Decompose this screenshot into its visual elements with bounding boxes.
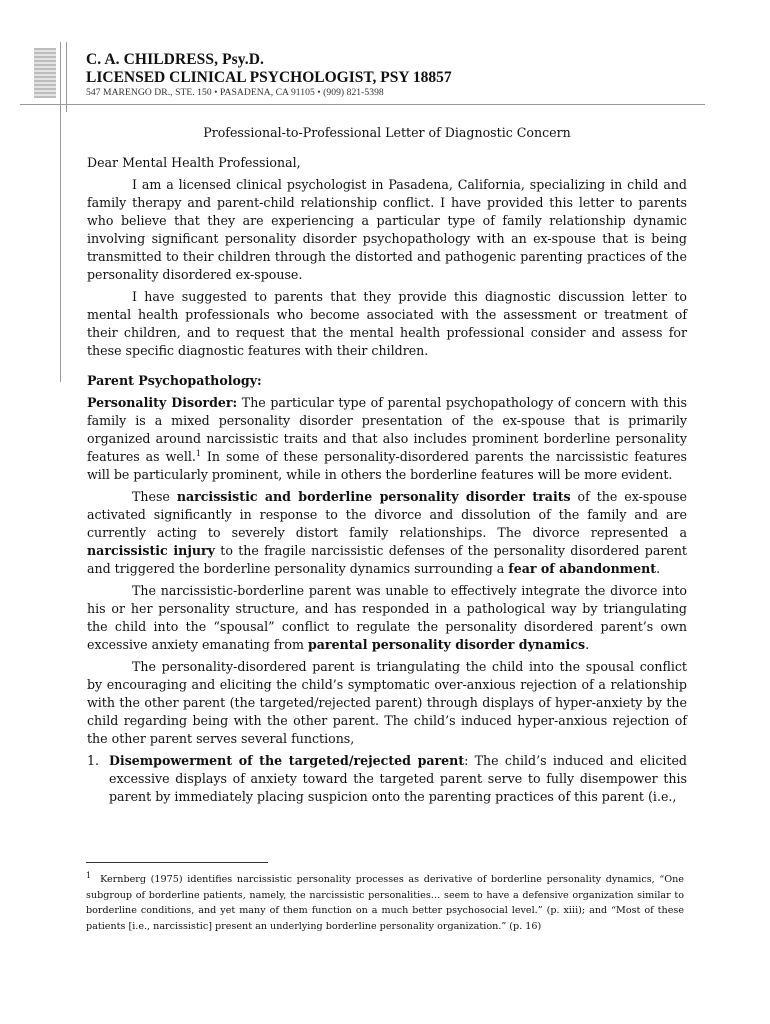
personality-disorder-label: Personality Disorder: bbox=[87, 395, 238, 410]
letterhead-vertical-rule bbox=[60, 42, 61, 382]
intro-paragraph-2: I have suggested to parents that they provide this diagnostic discussion letter to mental health professionals who become associated with the assessment or treatment of their children, and to request that the mental health professional consider and assess for these specific diagnostic features with their children. bbox=[87, 289, 687, 358]
salutation: Dear Mental Health Professional, bbox=[87, 155, 301, 170]
letterhead-vertical-rule-short bbox=[66, 42, 67, 112]
list-item-number: 1. bbox=[87, 753, 100, 768]
letterhead-title: LICENSED CLINICAL PSYCHOLOGIST, PSY 18857 bbox=[86, 69, 452, 86]
traits-paragraph bbox=[87, 488, 687, 578]
letterhead-name: C. A. CHILDRESS, Psy.D. bbox=[86, 51, 265, 68]
personality-text-b: In some of these personality-disordered parents the narcissistic features will be particularly prominent, while in others the borderline features will be more evident. bbox=[87, 449, 687, 482]
list-item-label: Disempowerment of the targeted/rejected parent bbox=[109, 753, 465, 768]
traits-text-3: to the fragile narcissistic defenses of the personality disordered parent and triggered the borderline personality dynamics surrounding a bbox=[87, 543, 687, 576]
traits-text-4: . bbox=[656, 561, 661, 576]
letterhead-horizontal-rule bbox=[20, 104, 705, 105]
section-heading: Parent Psychopathology: bbox=[87, 373, 262, 388]
traits-text-2: of the ex-spouse activated significantly in response to the divorce and dissolution of the family and are currently acting to severely distort family relationships. The divorce represented a bbox=[87, 489, 687, 540]
integrate-bold-1: parental personality disorder dynamics bbox=[307, 637, 586, 652]
footnote-rule bbox=[86, 862, 268, 863]
list-item-text: : The child’s induced and elicited excessive displays of anxiety toward the targeted parent serve to fully disempower this parent by immediately placing suspicion onto the parenting practices of this parent (i.e., bbox=[109, 753, 687, 804]
integrate-paragraph bbox=[87, 582, 687, 654]
footnote-reference[interactable]: 1 bbox=[195, 448, 201, 458]
traits-bold-2: narcissistic injury bbox=[87, 543, 215, 558]
personality-text-a: The particular type of parental psychopathology of concern with this family is a mixed personality disorder presentation of the ex-spouse that is primarily organized around narcissistic traits and that also includes prominent borderline personality features as well. bbox=[87, 395, 687, 464]
integrate-text-1: The narcissistic-borderline parent was unable to effectively integrate the divorce into his or her personality structure, and has responded in a pathological way by triangulating the child into the “spousal” conflict to regulate the personality disordered parent’s own excessive anxiety emanating from bbox=[87, 583, 687, 652]
letterhead-logo bbox=[34, 48, 56, 98]
letter-body bbox=[87, 124, 687, 806]
personality-disorder-paragraph bbox=[87, 394, 687, 484]
integrate-text-2: . bbox=[585, 637, 590, 652]
footnote bbox=[86, 872, 684, 934]
triangulating-paragraph: The personality-disordered parent is triangulating the child into the spousal conflict by encouraging and eliciting the child’s symptomatic over-anxious rejection of a relationship with the other parent (the targeted/rejected parent) through displays of hyper-anxiety by the child regarding being with the other parent. The child’s induced hyper-anxious rejection of the other parent serves several functions, bbox=[87, 659, 687, 746]
list-item bbox=[87, 752, 687, 806]
footnote-number: 1 bbox=[86, 870, 92, 880]
footnote-text: Kernberg (1975) identifies narcissistic personality processes as derivative of borderline personality dynamics, “One subgroup of borderline patients, namely, the narcissistic personalities… seem to have a defensive organization similar to borderline conditions, and yet many of them function on a much better psychosocial level.” (p. xiii); and “Most of these patients [i.e., narcissistic] present an underlying borderline personality organization.” (p. 16) bbox=[86, 874, 684, 932]
traits-bold-1: narcissistic and borderline personality disorder traits bbox=[176, 489, 571, 504]
traits-text-1: These bbox=[132, 489, 177, 504]
letterhead-address: 547 MARENGO DR., STE. 150 • PASADENA, CA 91105 • (909) 821-5398 bbox=[86, 87, 384, 98]
document-title: Professional-to-Professional Letter of Diagnostic Concern bbox=[203, 125, 571, 140]
intro-paragraph-1: I am a licensed clinical psychologist in Pasadena, California, specializing in child and family therapy and parent-child relationship conflict. I have provided this letter to parents who believe that they are experiencing a particular type of family relationship dynamic involving significant personality disorder psychopathology with an ex-spouse that is being transmitted to their children through the distorted and pathogenic parenting practices of the personality disordered ex-spouse. bbox=[87, 177, 687, 282]
traits-bold-3: fear of abandonment bbox=[508, 561, 657, 576]
